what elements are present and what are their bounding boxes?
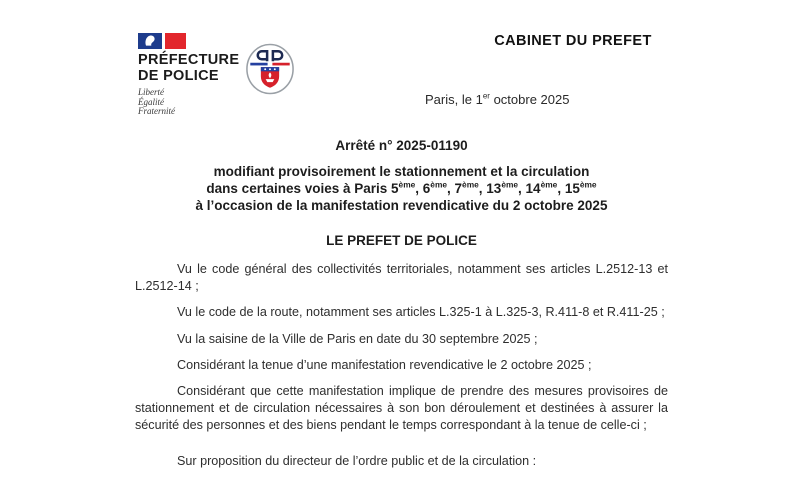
paragraph-vu-collectivites: Vu le code général des collectivités territoriales, notamment ses articles L.2512-13 et L.2512-14 ; xyxy=(135,262,668,294)
republic-motto xyxy=(138,88,248,117)
prefecture-name xyxy=(138,52,248,84)
motto-egalite: Égalité xyxy=(138,96,164,107)
decree-body xyxy=(135,261,668,470)
paragraph-vu-code-route: Vu le code de la route, notamment ses articles L.325-1 à L.325-3, R.411-8 et R.411-25 ; xyxy=(177,305,665,320)
pp-badge-icon xyxy=(245,43,295,95)
motto-fraternite: Fraternité xyxy=(138,106,175,116)
prefecture-name-line1: PRÉFECTURE xyxy=(138,52,240,68)
subtitle-line-1: modifiant provisoirement le stationnement et la circulation xyxy=(213,164,590,179)
paragraph-vu-saisine: Vu la saisine de la Ville de Paris en date du 30 septembre 2025 ; xyxy=(177,331,538,346)
marianne-flag-icon xyxy=(138,33,188,49)
decree-subtitle xyxy=(135,163,668,214)
subtitle-line-2: dans certaines voies à Paris 5ème, 6ème, 7ème, 13ème, 14ème, 15ème xyxy=(206,179,597,196)
paragraph-considerant-tenue: Considérant la tenue d’une manifestation revendicative le 2 octobre 2025 ; xyxy=(177,357,592,372)
issuer-title: LE PREFET DE POLICE xyxy=(326,233,477,248)
paragraph-considerant-mesures: Considérant que cette manifestation implique de prendre des mesures provisoires de stationnement et de circulation nécessaires à son bon déroulement et destinées à assurer la sécurité des personnes et des biens pendant le temps correspondant à la tenue de celle-ci ; xyxy=(135,384,668,433)
decree-content xyxy=(135,138,668,479)
subtitle-line-3: à l’occasion de la manifestation revendicative du 2 octobre 2025 xyxy=(195,198,608,213)
prefecture-name-line2: DE POLICE xyxy=(138,68,219,84)
office-title: CABINET DU PREFET xyxy=(494,33,652,49)
dateline: Paris, le 1er octobre 2025 xyxy=(425,91,570,107)
decree-number: Arrêté n° 2025-01190 xyxy=(335,138,468,153)
paragraph-sur-proposition: Sur proposition du directeur de l’ordre public et de la circulation : xyxy=(177,453,537,468)
motto-liberte: Liberté xyxy=(138,87,164,97)
prefecture-logo xyxy=(138,33,248,117)
